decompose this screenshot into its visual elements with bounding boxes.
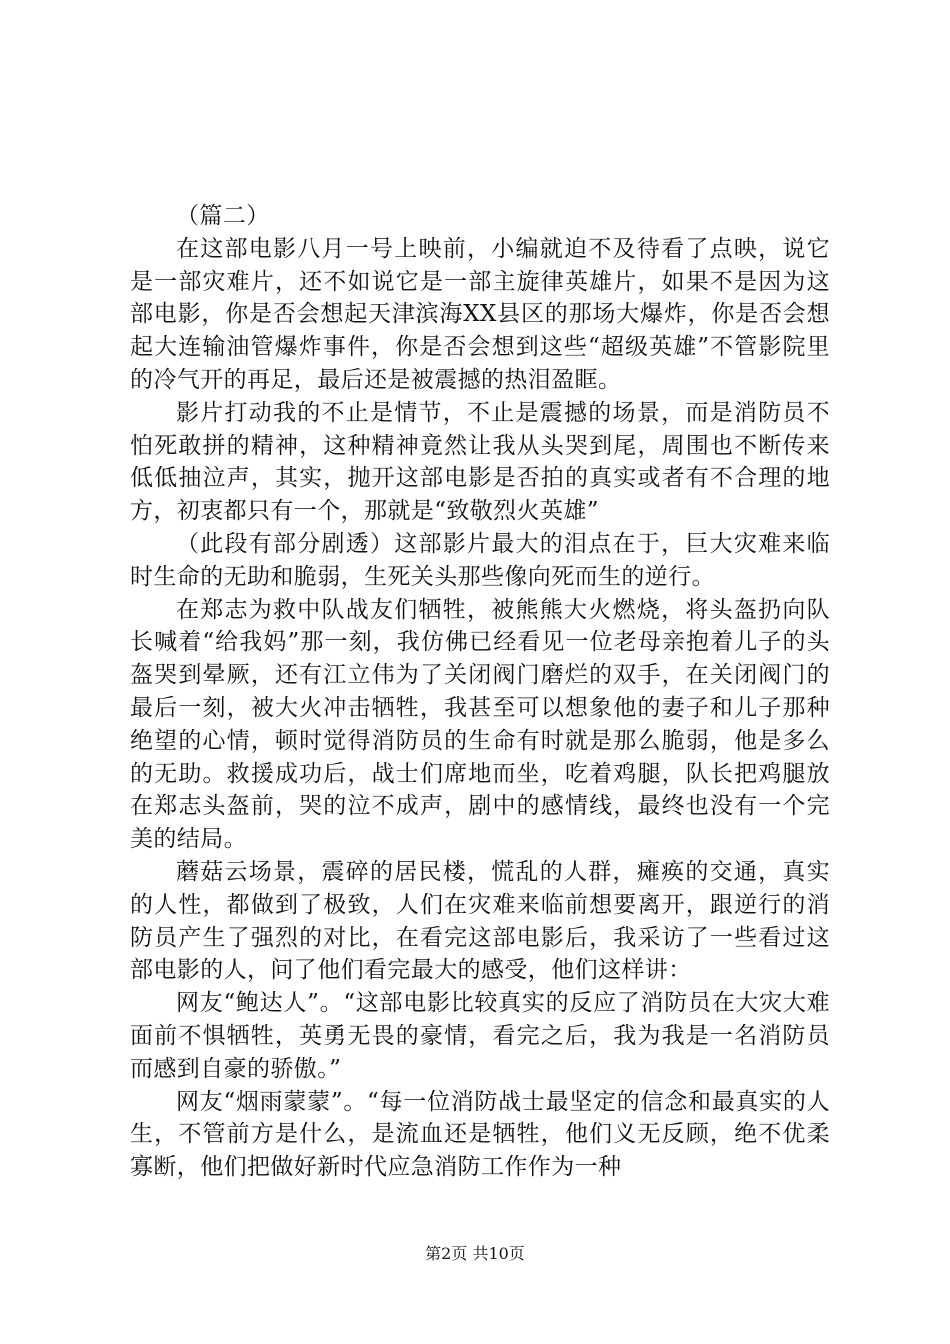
section-heading: （篇二） <box>176 203 270 229</box>
paragraph: 在郑志为救中队战友们牺牲，被熊熊大火燃烧，将头盔扔向队长喊着“给我妈”那一刻，我仿佛已经看见一位老母亲抱着儿子的头盔哭到晕厥，还有江立伟为了关闭阀门磨烂的双手，在关闭阀门的最后一刻，被大火冲击牺牲，我甚至可以想象他的妻子和儿子那种绝望的心情，顿时觉得消防员的生命有时就是那么脆弱，他是多么的无助。救援成功后，战士们席地而坐，吃着鸡腿，队长把鸡腿放在郑志头盔前，哭的泣不成声，剧中的感情线，最终也没有一个完美的结局。 <box>130 596 830 853</box>
paragraph: 影片打动我的不止是情节，不止是震撼的场景，而是消防员不怕死敢拼的精神，这种精神竟然让我从头哭到尾，周围也不断传来低低抽泣声，其实，抛开这部电影是否拍的真实或者有不合理的地方，初衷都只有一个，那就是“致敬烈火英雄” <box>130 399 830 525</box>
paragraph: （此段有部分剧透）这部影片最大的泪点在于，巨大灾难来临时生命的无助和脆弱，生死关头那些像向死而生的逆行。 <box>130 530 830 590</box>
page-indicator: 第2页 共10页 <box>425 1244 525 1263</box>
paragraph: 网友“鲍达人”。“这部电影比较真实的反应了消防员在大灾大难面前不惧牺牲，英勇无畏的豪情，看完之后，我为我是一名消防员而感到自豪的骄傲。” <box>130 990 830 1082</box>
page-footer <box>0 1244 950 1264</box>
paragraph: 在这部电影八月一号上映前，小编就迫不及待看了点映，说它是一部灾难片，还不如说它是一部主旋律英雄片，如果不是因为这部电影，你是否会想起天津滨海XX县区的那场大爆炸，你是否会想起大连输油管爆炸事件，你是否会想到这些“超级英雄”不管影院里的冷气开的再足，最后还是被震撼的热泪盈眶。 <box>130 235 830 393</box>
paragraph: 蘑菇云场景，震碎的居民楼，慌乱的人群，瘫痪的交通，真实的人性，都做到了极致，人们在灾难来临前想要离开，跟逆行的消防员产生了强烈的对比，在看完这部电影后，我采访了一些看过这部电影的人，问了他们看完最大的感受，他们这样讲： <box>130 858 830 984</box>
document-body <box>130 200 830 1184</box>
paragraph: 网友“烟雨蒙蒙”。“每一位消防战士最坚定的信念和最真实的人生，不管前方是什么，是流血还是牺牲，他们义无反顾，绝不优柔寡断，他们把做好新时代应急消防工作作为一种 <box>130 1088 830 1181</box>
